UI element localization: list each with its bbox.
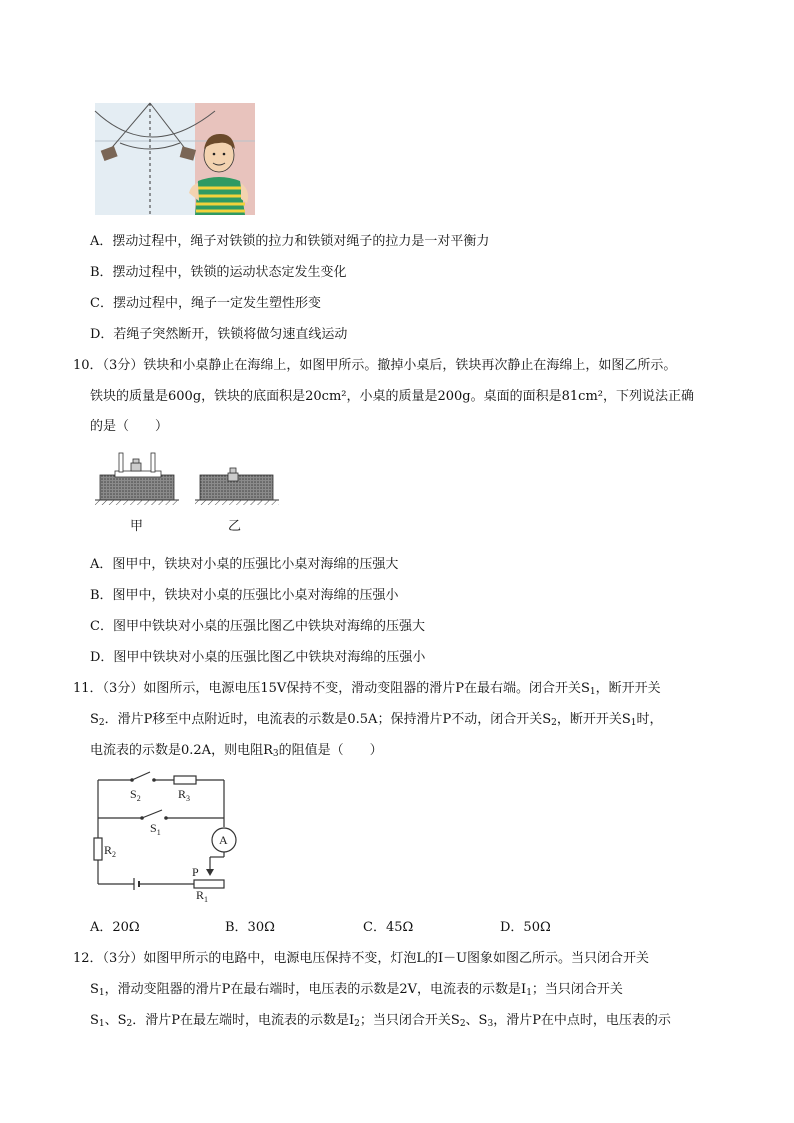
q10-option-a: A．图甲中，铁块对小桌的压强比小桌对海绵的压强大	[90, 557, 399, 572]
label-s1: $S_1$	[150, 821, 161, 837]
q10-option-c: C．图甲中铁块对小桌的压强比图乙中铁块对海绵的压强大	[90, 619, 425, 634]
q10-stem-line1: 10．（3分）铁块和小桌静止在海绵上，如图甲所示。撤掉小桌后，铁块再次静止在海绵上，如图乙所示。	[73, 358, 677, 373]
ammeter-a-label: A	[219, 833, 228, 847]
label-r1: $R_1$	[196, 888, 209, 904]
q12-stem-line2: $S_1$，滑动变阻器的滑片P在最右端时，电压表的示数是2V，电流表的示数是$I_1$；当只闭合开关	[90, 982, 623, 998]
q10-stem-line3: 的是（ ）	[90, 419, 169, 434]
q11-stem-line1: 11．（3分）如图所示，电源电压15V保持不变，滑动变阻器的滑片P在最右端。闭合开关$S_1$，断开开关	[73, 681, 661, 697]
label-r3: $R_3$	[178, 787, 191, 803]
circuit-diagram	[92, 770, 242, 904]
q11-option-a: A．20Ω	[90, 920, 140, 935]
label-r2: $R_2$	[104, 843, 117, 859]
figure-label-jia: 甲	[130, 519, 144, 534]
q9-option-c: C．摆动过程中，绳子一定发生塑性形变	[90, 296, 321, 311]
q9-option-d: D．若绳子突然断开，铁锁将做匀速直线运动	[90, 327, 348, 342]
q11-stem-line2: $S_2$．滑片P移至中点附近时，电流表的示数是0.5A；保持滑片P不动，闭合开关$S_2$，断开开关$S_1$时，	[90, 712, 663, 728]
q11-option-c: C．45Ω	[363, 920, 414, 935]
q11-option-b: B．30Ω	[225, 920, 275, 935]
q10-option-b: B．图甲中，铁块对小桌的压强比小桌对海绵的压强小	[90, 588, 399, 603]
q9-option-a: A．摆动过程中，绳子对铁锁的拉力和铁锁对绳子的拉力是一对平衡力	[90, 234, 490, 249]
q9-option-b: B．摆动过程中，铁锁的运动状态定发生变化	[90, 265, 347, 280]
q11-stem-line3: 电流表的示数是0.2A，则电阻$R_3$的阻值是（ ）	[90, 743, 383, 759]
figure-label-yi: 乙	[228, 519, 242, 534]
label-s2: $S_2$	[130, 787, 141, 803]
label-p: P	[192, 865, 199, 879]
q11-option-d: D．50Ω	[500, 920, 551, 935]
pendulum-illustration	[95, 103, 255, 215]
sponge-diagram	[95, 448, 285, 538]
q12-stem-line3: $S_1$、$S_2$．滑片P在最左端时，电流表的示数是$I_2$；当只闭合开关$S_2$、$S_3$，滑片P在中点时，电压表的示	[90, 1013, 671, 1029]
q10-option-d: D．图甲中铁块对小桌的压强比图乙中铁块对海绵的压强小	[90, 650, 426, 665]
q12-stem-line1: 12．（3分）如图甲所示的电路中，电源电压保持不变，灯泡L的I－U图象如图乙所示。当只闭合开关	[73, 951, 650, 966]
q10-stem-line2: 铁块的质量是600g，铁块的底面积是20cm²，小桌的质量是200g。桌面的面积是81cm²，下列说法正确	[90, 389, 694, 404]
